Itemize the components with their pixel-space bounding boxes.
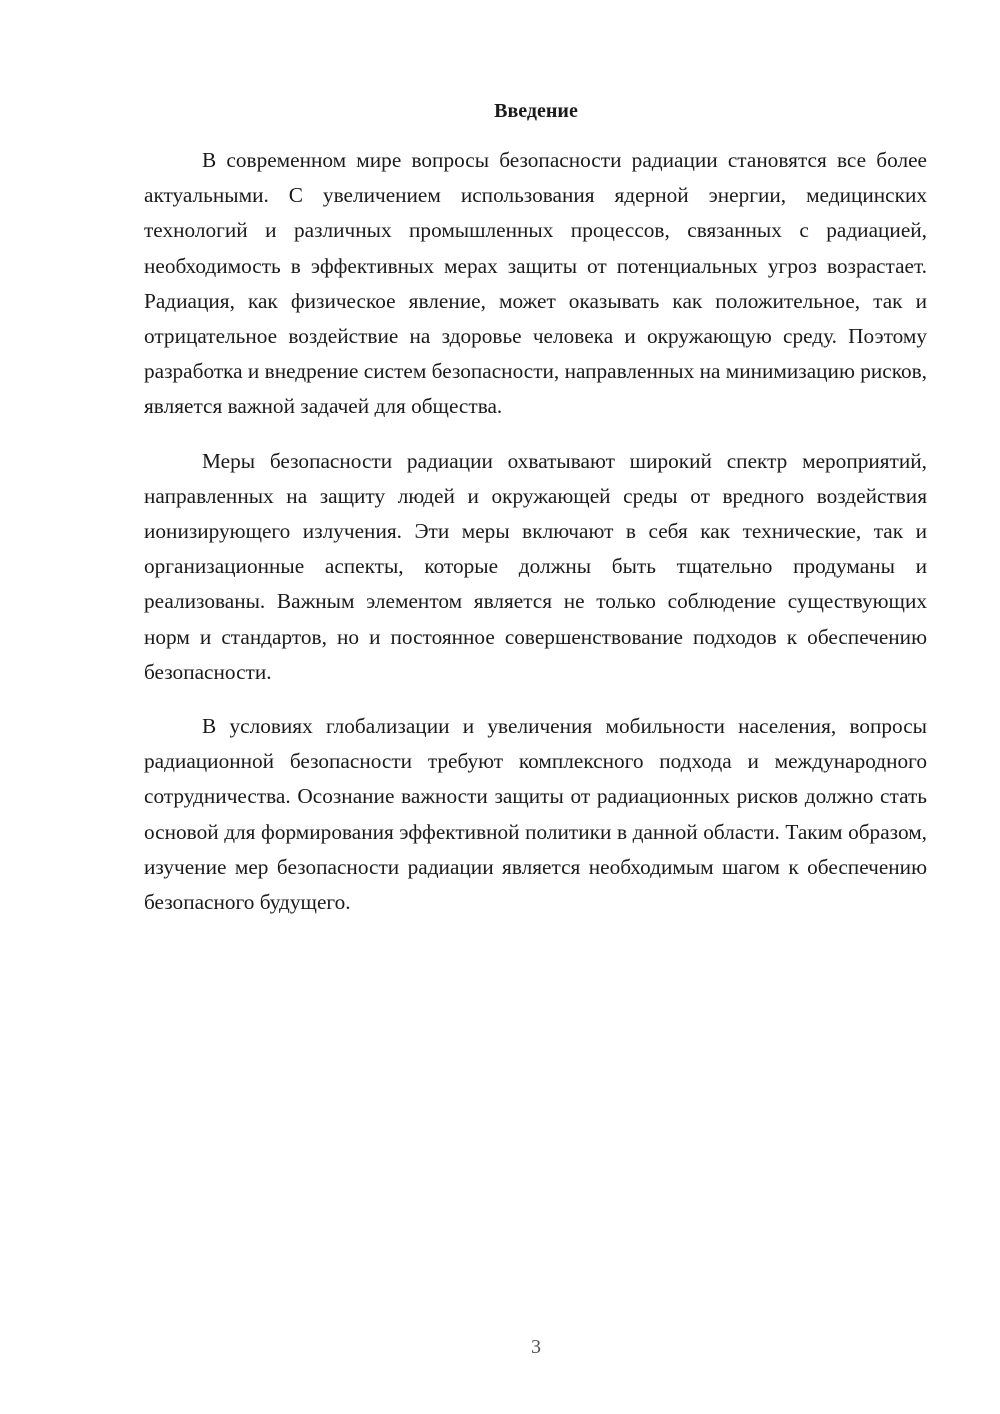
body-text bbox=[144, 143, 927, 939]
section-heading: Введение bbox=[494, 100, 578, 122]
paragraph-3: В условиях глобализации и увеличения мобильности населения, вопросы радиационной безопасности требуют комплексного подхода и международного сотрудничества. Осознание важности защиты от радиационных рисков должно стать основой для формирования эффективной политики в данной области. Таким образом, изучение мер безопасности радиации является необходимым шагом к обеспечению безопасного будущего. bbox=[144, 714, 927, 915]
page-number: 3 bbox=[531, 1336, 541, 1358]
paragraph-1: В современном мире вопросы безопасности радиации становятся все более актуальными. С увеличением использования ядерной энергии, медицинских технологий и различных промышленных процессов, связанных с радиацией, необходимость в эффективных мерах защиты от потенциальных угроз возрастает. Радиация, как физическое явление, может оказывать как положительное, так и отрицательное воздействие на здоровье человека и окружающую среду. Поэтому разработка и внедрение систем безопасности, направленных на минимизацию рисков, является важной задачей для общества. bbox=[144, 148, 927, 419]
paragraph-2: Меры безопасности радиации охватывают широкий спектр мероприятий, направленных на защиту людей и окружающей среды от вредного воздействия ионизирующего излучения. Эти меры включают в себя как технические, так и организационные аспекты, которые должны быть тщательно продуманы и реализованы. Важным элементом является не только соблюдение существующих норм и стандартов, но и постоянное совершенствование подходов к обеспечению безопасности. bbox=[144, 448, 927, 684]
